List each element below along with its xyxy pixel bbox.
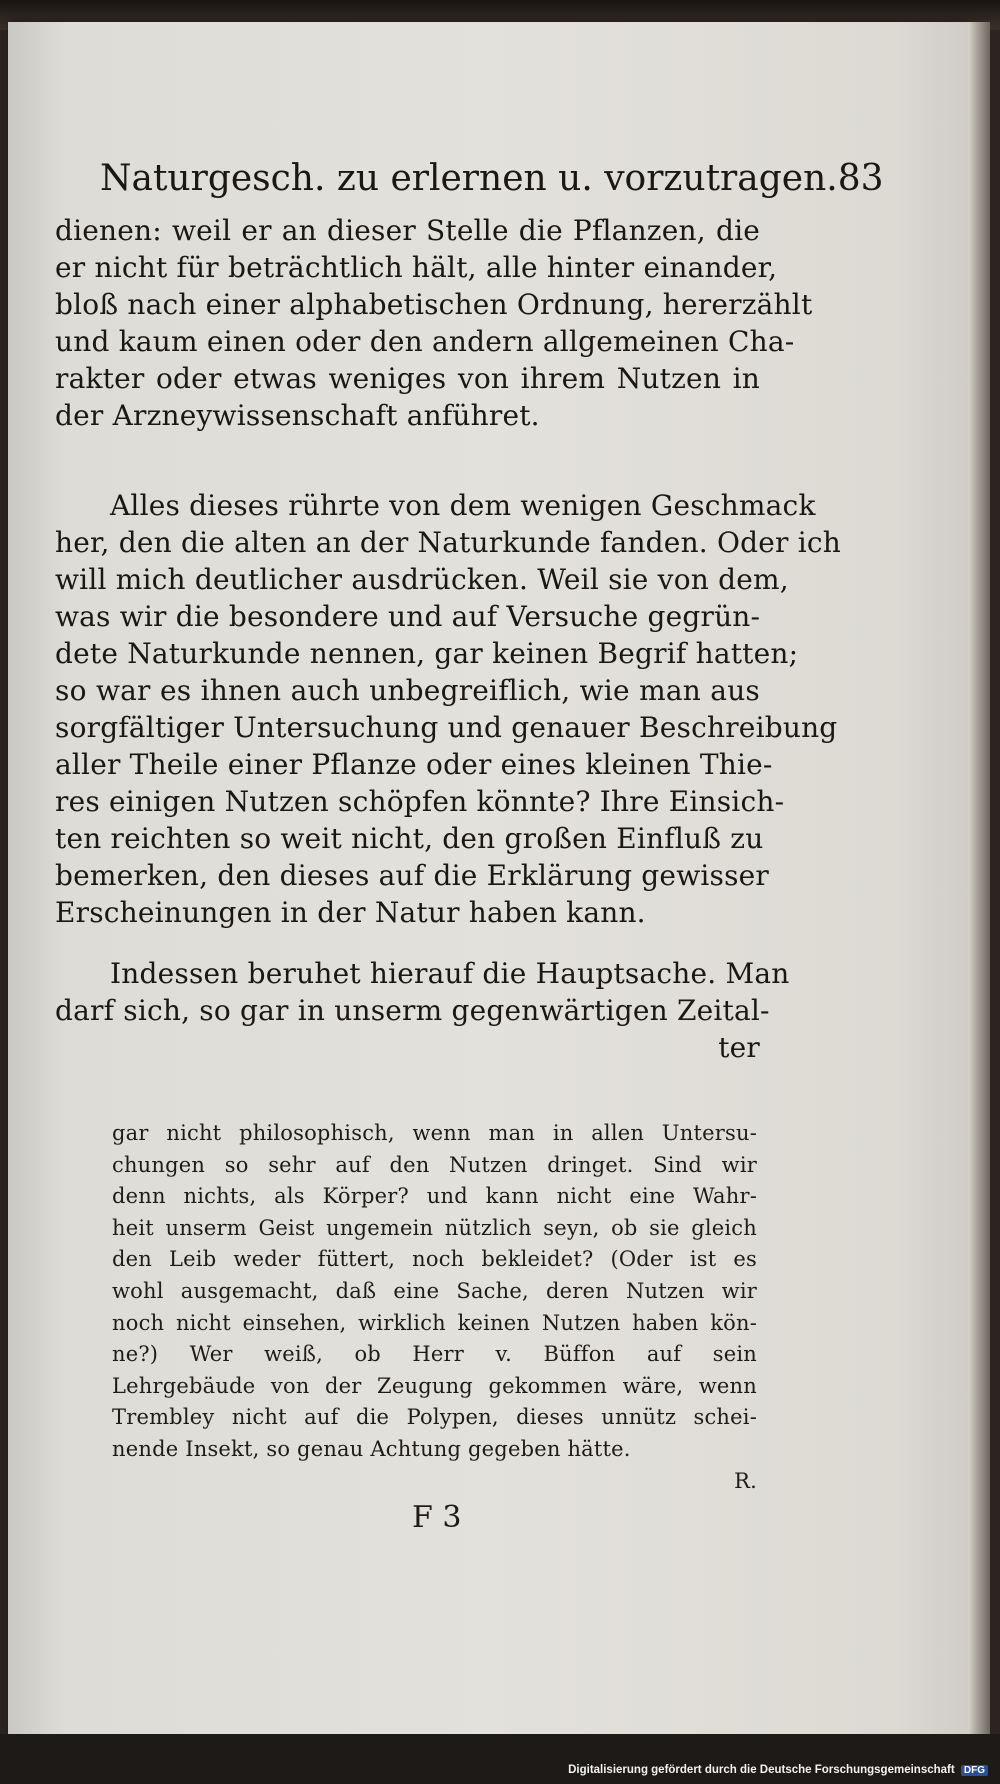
text-line: bemerken, den dieses auf die Erklärung gewisser	[55, 859, 770, 892]
footnote-line: Lehrgebäude von der Zeugung gekommen wäre, wenn	[112, 1373, 757, 1398]
running-title: Naturgesch. zu erlernen u. vorzutragen.	[100, 158, 838, 199]
text-line: er nicht für beträchtlich hält, alle hinter einander,	[55, 251, 778, 284]
text-line: der Arzneywissenschaft anführet.	[55, 399, 540, 432]
text-line: darf sich, so gar in unserm gegenwärtigen Zeital-	[55, 994, 770, 1027]
dfg-logo: DFG	[961, 1765, 988, 1776]
text-line: Alles dieses rührte von dem wenigen Geschmack	[110, 489, 816, 522]
text-line: was wir die besondere und auf Versuche gegrün-	[55, 600, 761, 633]
text-line: bloß nach einer alphabetischen Ordnung, hererzählt	[55, 288, 813, 321]
text-line: Erscheinungen in der Natur haben kann.	[55, 896, 646, 929]
text-line: her, den die alten an der Naturkunde fanden. Oder ich	[55, 526, 842, 559]
text-line: rakter oder etwas weniges von ihrem Nutzen in	[55, 362, 760, 395]
footnote-line: Trembley nicht auf die Polypen, dieses unnütz schei-	[112, 1405, 757, 1430]
paragraph-3	[55, 955, 790, 1066]
paragraph-2	[55, 487, 842, 931]
text-line: Indessen beruhet hierauf die Hauptsache. Man	[110, 957, 790, 990]
footnote-line: ne?) Wer weiß, ob Herr v. Büffon auf sein	[112, 1342, 757, 1367]
credit-text: Digitalisierung gefördert durch die Deutsche Forschungsgemeinschaft	[568, 1764, 955, 1776]
text-line: aller Theile einer Pflanze oder eines kleinen Thie-	[55, 748, 773, 781]
footnote-line: gar nicht philosophisch, wenn man in allen Untersu-	[112, 1121, 757, 1145]
page-number: 83	[837, 158, 884, 199]
footnote-line: chungen so sehr auf den Nutzen dringet. Sind wir	[112, 1152, 757, 1177]
footnote-line: wohl ausgemacht, daß eine Sache, deren Nutzen wir	[112, 1278, 757, 1303]
text-line: und kaum einen oder den andern allgemeinen Cha-	[55, 325, 795, 358]
page-edge	[968, 22, 990, 1734]
text-line: dete Naturkunde nennen, gar keinen Begrif hatten;	[55, 637, 799, 670]
text-line: ten reichten so weit nicht, den großen Einfluß zu	[55, 822, 764, 855]
footnote-line: denn nichts, als Körper? und kann nicht eine Wahr-	[112, 1184, 757, 1209]
signature-mark: F 3	[412, 1500, 462, 1535]
catchword: ter	[718, 1031, 760, 1064]
footnote-sign: R.	[734, 1468, 757, 1493]
text-line: dienen: weil er an dieser Stelle die Pflanzen, die	[55, 214, 760, 247]
footnote-line: heit unserm Geist ungemein nützlich seyn, ob sie gleich	[112, 1215, 757, 1240]
paragraph-1	[55, 212, 813, 434]
footer-credit	[568, 1764, 988, 1776]
text-line: sorgfältiger Untersuchung und genauer Beschreibung	[55, 711, 838, 744]
text-line: will mich deutlicher ausdrücken. Weil sie von dem,	[55, 563, 789, 596]
footnote-line: noch nicht einsehen, wirklich keinen Nutzen haben kön-	[112, 1310, 757, 1335]
text-line: so war es ihnen auch unbegreiflich, wie man aus	[55, 674, 760, 707]
footer-bar	[0, 1734, 1000, 1784]
text-line: res einigen Nutzen schöpfen könnte? Ihre Einsich-	[55, 785, 785, 818]
footnote-line: nende Insekt, so genau Achtung gegeben hätte.	[112, 1436, 631, 1461]
footnote-line: den Leib weder füttert, noch bekleidet? (Oder ist es	[112, 1247, 757, 1272]
footnote	[112, 1118, 757, 1497]
running-header	[100, 158, 884, 199]
